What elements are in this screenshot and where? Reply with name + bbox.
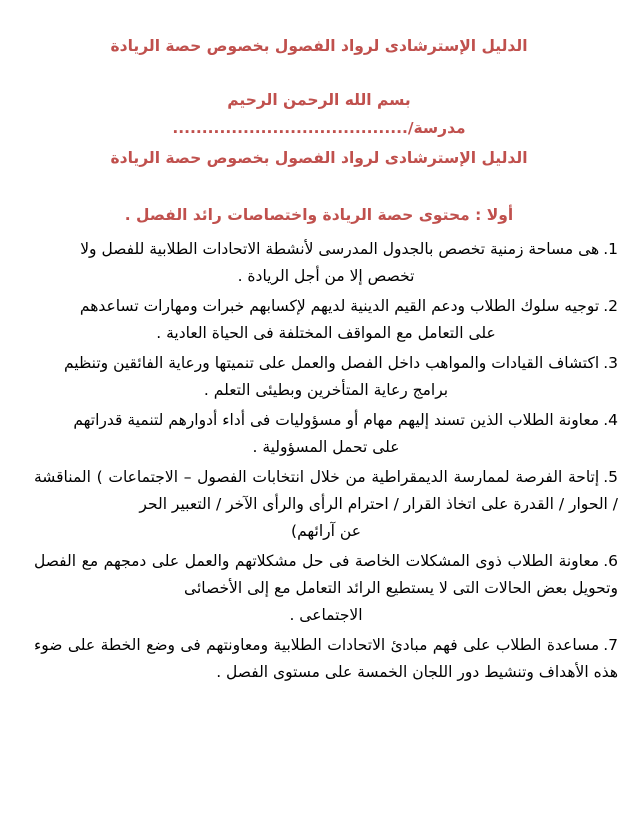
list-item-number: 2. xyxy=(603,297,618,315)
list-item-number: 7. xyxy=(603,636,618,654)
numbered-list xyxy=(34,236,618,689)
basmala: بسم الله الرحمن الرحيم xyxy=(227,91,411,109)
list-item-1 xyxy=(34,236,618,290)
list-item-continuation: على تحمل المسؤولية . xyxy=(252,438,400,456)
list-item-text: معاونة الطلاب الذين تسند إليهم مهام أو مسؤوليات فى أداء أدوارهم لتنمية قدراتهم xyxy=(73,411,600,429)
list-item-text: اكتشاف القيادات والمواهب داخل الفصل والعمل على تنميتها ورعاية الفائقين وتنظيم xyxy=(63,354,600,372)
list-item-text: إتاحة الفرصة لممارسة الديمقراطية من خلال انتخابات الفصول – الاجتماعات ) المناقشة / الحوار / القدرة على اتخاذ القرار / احترام الرأى والرأى الآخر / التعبير الحر xyxy=(34,468,618,513)
list-item-2 xyxy=(34,293,618,347)
list-item-continuation: الاجتماعى . xyxy=(289,606,363,624)
list-item-4 xyxy=(34,407,618,461)
document-title: الدليل الإسترشادى لرواد الفصول بخصوص حصة الريادة xyxy=(110,37,528,55)
list-item-continuation: برامج رعاية المتأخرين وبطيئى التعلم . xyxy=(203,381,449,399)
school-name-line: مدرسة/........................................ xyxy=(172,119,466,137)
list-item-number: 3. xyxy=(603,354,618,372)
list-item-text: توجيه سلوك الطلاب ودعم القيم الدينية لديهم لإكسابهم خبرات ومهارات تساعدهم xyxy=(79,297,600,315)
list-item-continuation: عن آرائهم) xyxy=(291,522,361,540)
list-item-number: 5. xyxy=(603,468,618,486)
list-item-3 xyxy=(34,350,618,404)
list-item-5 xyxy=(34,464,618,545)
list-item-number: 6. xyxy=(603,552,618,570)
section-heading: أولا : محتوى حصة الريادة واختصاصات رائد الفصل . xyxy=(124,206,514,224)
list-item-6 xyxy=(34,548,618,629)
document-title-repeat: الدليل الإسترشادى لرواد الفصول بخصوص حصة الريادة xyxy=(110,149,528,167)
list-item-text: مساعدة الطلاب على فهم مبادئ الاتحادات الطلابية ومعاونتهم فى وضع الخطة على ضوء هذه الأهداف وتنشيط دور اللجان الخمسة على مستوى الفصل . xyxy=(34,636,618,681)
list-item-continuation: تخصص إلا من أجل الريادة . xyxy=(237,267,415,285)
list-item-number: 1. xyxy=(603,240,618,258)
list-item-7 xyxy=(34,632,618,686)
list-item-text: هى مساحة زمنية تخصص بالجدول المدرسى لأنشطة الاتحادات الطلابية للفصل ولا xyxy=(80,240,600,258)
list-item-number: 4. xyxy=(603,411,618,429)
list-item-continuation: على التعامل مع المواقف المختلفة فى الحياة العادية . xyxy=(156,324,496,342)
list-item-text: معاونة الطلاب ذوى المشكلات الخاصة فى حل مشكلاتهم والعمل على دمجهم مع الفصل وتحويل بعض الحالات التى لا يستطيع الرائد التعامل مع إلى الأخصائى xyxy=(34,552,618,597)
